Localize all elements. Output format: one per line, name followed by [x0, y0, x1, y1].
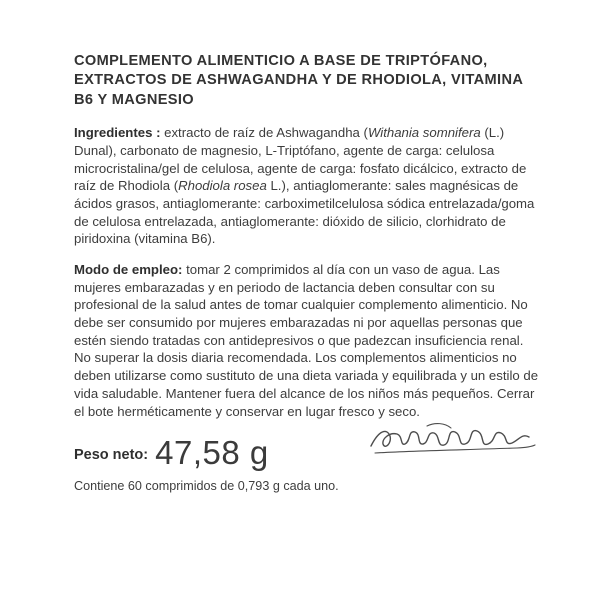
net-weight-value: 47,58 g [155, 434, 269, 472]
ingredients-text-3: L.), antiaglomerante: sales magnésicas de ácidos grasos, antiaglomerante: carboximetilcelulosa sódica entrelazada/goma de celulosa entrelazada, antiaglomerante: dióxido de silicio, clorhidrato de piridoxina (vitamina B6). [74, 178, 535, 247]
net-weight-row [74, 434, 542, 472]
usage-heading: Modo de empleo: [74, 262, 183, 278]
ingredients-italic-2: Rhodiola rosea [178, 178, 267, 194]
ingredients-paragraph [74, 124, 542, 248]
net-weight-label: Peso neto: [74, 447, 149, 464]
signature-alt-text [542, 420, 543, 421]
page-title: COMPLEMENTO ALIMENTICIO A BASE DE TRIPTÓFANO, EXTRACTOS DE ASHWAGANDHA Y DE RHODIOLA, VITAMINA B6 Y MAGNESIO [74, 53, 523, 108]
ingredients-italic-1: Withania somnifera [367, 125, 481, 141]
signature-icon [367, 420, 542, 462]
ingredients-text-1: extracto de raíz de Ashwagandha ( [160, 125, 368, 141]
tablet-count-text: Contiene 60 comprimidos de 0,793 g cada uno. [74, 479, 339, 494]
usage-paragraph [74, 261, 542, 420]
ingredients-heading: Ingredientes : [74, 125, 161, 141]
usage-text: tomar 2 comprimidos al día con un vaso de agua. Las mujeres embarazadas y en periodo de lactancia deben consultar con su profesional de la salud antes de tomar cualquier complemento alimenticio. No debe ser consumido por mujeres embarazadas ni por aquellas personas que estén siendo tratadas con antidepresivos o que padezcan insuficiencia renal. No superar la dosis diaria recomendada. Los complementos alimenticios no deben utilizarse como sustituto de una dieta variada y equilibrada y un estilo de vida saludable. Mantener fuera del alcance de los niños más pequeños. Cerrar el bote herméticamente y conservar en lugar fresco y seco. [74, 262, 539, 419]
ingredients-text-2: (L.) Dunal), carbonato de magnesio, L-Triptófano, agente de carga: celulosa microcristalina/gel de celulosa, agente de carga: fosfato dicálcico, extracto de raíz de Rhodiola ( [74, 125, 527, 194]
